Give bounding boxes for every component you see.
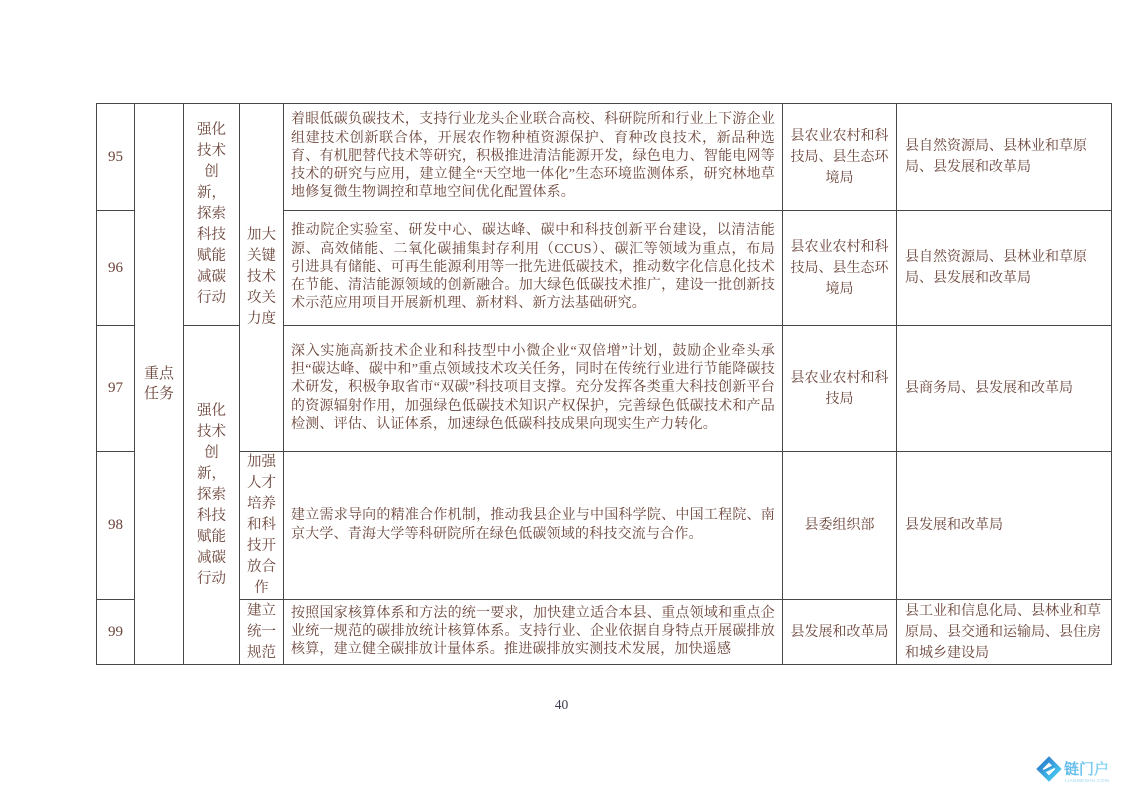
table-row — [97, 600, 1112, 665]
subsection-cell: 加强人才培养和科技开放合作 — [240, 452, 284, 600]
responsible-dept: 县农业农村和科技局 — [783, 326, 897, 452]
logo-domain-text: LIANMENHU.COM — [1065, 778, 1110, 783]
table-row — [97, 452, 1112, 600]
lianmenhu-logo-icon — [1034, 751, 1116, 789]
category-cell: 重点任务 — [135, 104, 184, 665]
responsible-dept: 县发展和改革局 — [783, 600, 897, 665]
cooperating-dept: 县发展和改革局 — [897, 452, 1112, 600]
responsible-dept: 县农业农村和科技局、县生态环境局 — [783, 104, 897, 211]
task-content: 着眼低碳负碳技术，支持行业龙头企业联合高校、科研院所和行业上下游企业组建技术创新联合体，开展农作物种植资源保护、育种改良技术，新品种选育、有机肥替代技术等研究，积极推进清洁能源开发，绿色电力、智能电网等技术的研究与应用，建立健全“天空地一体化”生态环境监测体系，研究林地草地修复微生物调控和草地空间优化配置体系。 — [284, 104, 783, 211]
watermark-logo — [1034, 751, 1116, 789]
task-content: 深入实施高新技术企业和科技型中小微企业“双倍增”计划，鼓励企业牵头承担“碳达峰、碳中和”重点领域技术攻关任务，同时在传统行业进行节能降碳技术研发，积极争取省市“双碳”科技项目支撑。充分发挥各类重大科技创新平台的资源辐射作用，加强绿色低碳技术知识产权保护，完善绿色低碳技术和产品检测、评估、认证体系，加速绿色低碳科技成果向现实生产力转化。 — [284, 326, 783, 452]
cooperating-dept: 县商务局、县发展和改革局 — [897, 326, 1112, 452]
row-number: 98 — [97, 452, 135, 600]
table-row — [97, 104, 1112, 211]
row-number: 96 — [97, 211, 135, 326]
page-number: 40 — [554, 697, 569, 712]
cooperating-dept: 县自然资源局、县林业和草原局、县发展和改革局 — [897, 104, 1112, 211]
section-cell: 强化技术创新，探索科技赋能减碳行动 — [184, 104, 240, 326]
subsection-cell: 建立统一规范 — [240, 600, 284, 665]
subsection-cell: 加大关键技术攻关力度 — [240, 104, 284, 452]
responsible-dept: 县委组织部 — [783, 452, 897, 600]
responsible-dept: 县农业农村和科技局、县生态环境局 — [783, 211, 897, 326]
cooperating-dept: 县自然资源局、县林业和草原局、县发展和改革局 — [897, 211, 1112, 326]
logo-brand-text: 链门户 — [1064, 761, 1110, 778]
task-content: 建立需求导向的精准合作机制，推动我县企业与中国科学院、中国工程院、南京大学、青海大学等科研院所在绿色低碳领域的科技交流与合作。 — [284, 452, 783, 600]
row-number: 97 — [97, 326, 135, 452]
section-cell: 强化技术创新，探索科技赋能减碳行动 — [184, 326, 240, 665]
cooperating-dept: 县工业和信息化局、县林业和草原局、县交通和运输局、县住房和城乡建设局 — [897, 600, 1112, 665]
row-number: 99 — [97, 600, 135, 665]
task-content: 推动院企实验室、研发中心、碳达峰、碳中和科技创新平台建设，以清洁能源、高效储能、二氧化碳捕集封存利用（CCUS）、碳汇等领域为重点，布局引进具有储能、可再生能源利用等一批先进低碳技术，推动数字化信息化技术在节能、清洁能源领域的创新融合。加大绿色低碳技术推广，建设一批创新技术示范应用项目开展新机理、新材料、新方法基础研究。 — [284, 211, 783, 326]
task-table — [96, 103, 1112, 665]
task-content: 按照国家核算体系和方法的统一要求，加快建立适合本县、重点领域和重点企业统一规范的碳排放统计核算体系。支持行业、企业依据自身特点开展碳排放核算，建立健全碳排放计量体系。推进碳排放实测技术发展，加快遥感 — [284, 600, 783, 665]
row-number: 95 — [97, 104, 135, 211]
